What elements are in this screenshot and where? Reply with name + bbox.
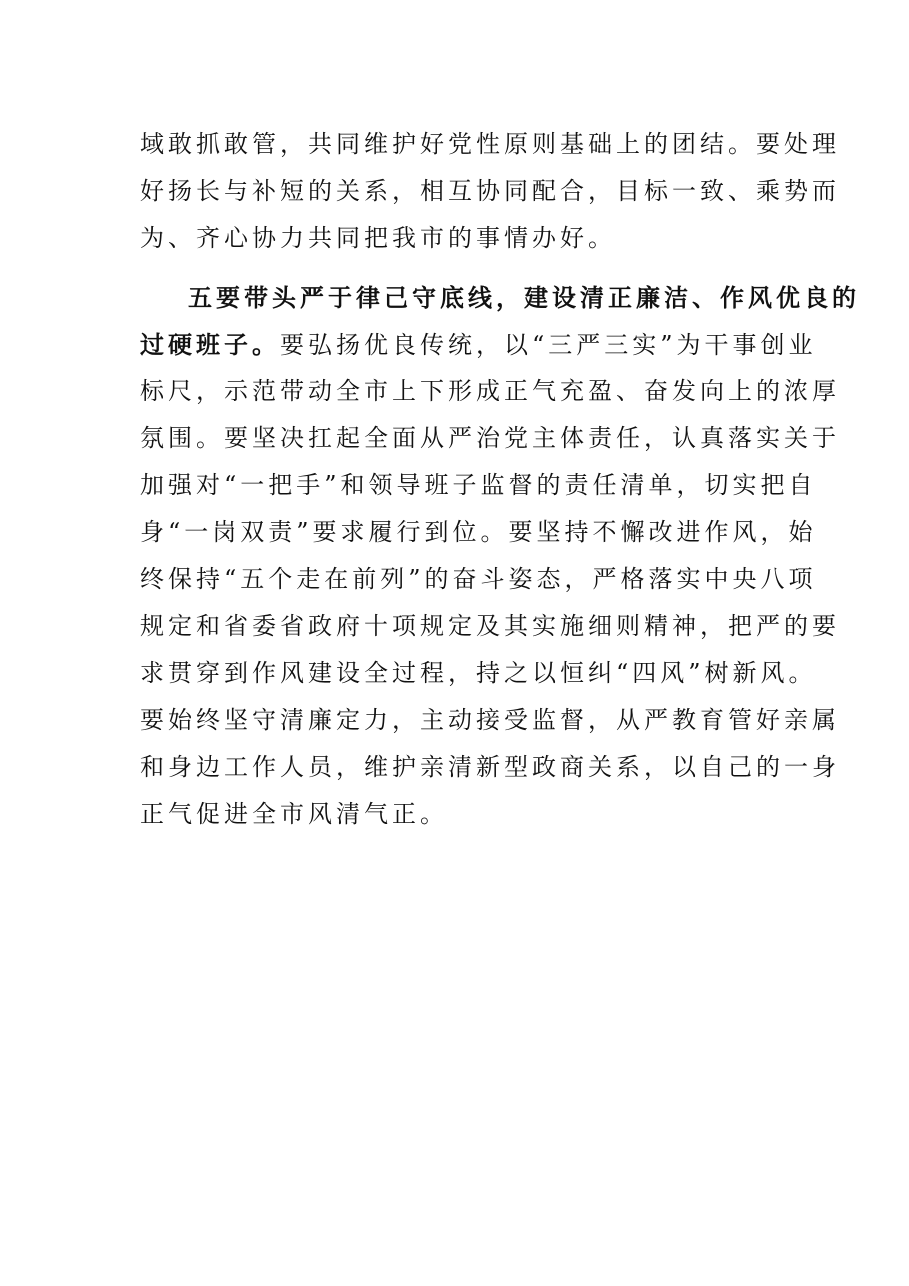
paragraph-text: 要弘扬优良传统，以“三严三实”为干事创业: [280, 331, 817, 359]
section-heading: 五要带头严于律己守底线，建设清正廉洁、作风优良的: [188, 283, 860, 312]
section-heading-end: 过硬班子。: [140, 330, 280, 359]
paragraph-line: 标尺，示范带动全市上下形成正气充盈、奋发向上的浓厚: [140, 377, 840, 405]
paragraph-line: 和身边工作人员，维护亲清新型政商关系，以自己的一身: [140, 753, 840, 781]
paragraph-line: 规定和省委省政府十项规定及其实施细则精神，把严的要: [140, 612, 840, 640]
paragraph-line: 氛围。要坚决扛起全面从严治党主体责任，认真落实关于: [140, 424, 840, 452]
document-body: [140, 121, 860, 838]
paragraph-line: 加强对“一把手”和领导班子监督的责任清单，切实把自: [140, 471, 817, 499]
paragraph-line: 正气促进全市风清气正。: [140, 800, 448, 828]
paragraph-gap: [140, 262, 772, 274]
paragraph-line: 求贯穿到作风建设全过程，持之以恒纠“四风”树新风。: [140, 659, 817, 687]
paragraph-line: 域敢抓敢管，共同维护好党性原则基础上的团结。要处理: [140, 130, 840, 158]
paragraph-line: 身“一岗双责”要求履行到位。要坚持不懈改进作风，始: [140, 518, 817, 546]
paragraph-line: 为、齐心协力共同把我市的事情办好。: [140, 224, 616, 252]
paragraph-line: 终保持“五个走在前列”的奋斗姿态，严格落实中央八项: [140, 565, 817, 593]
paragraph-line: 好扬长与补短的关系，相互协同配合，目标一致、乘势而: [140, 177, 840, 205]
paragraph-1: [140, 121, 840, 262]
paragraph-line: [140, 321, 817, 368]
paragraph-2: [140, 274, 860, 838]
paragraph-line: 要始终坚守清廉定力，主动接受监督，从严教育管好亲属: [140, 706, 840, 734]
